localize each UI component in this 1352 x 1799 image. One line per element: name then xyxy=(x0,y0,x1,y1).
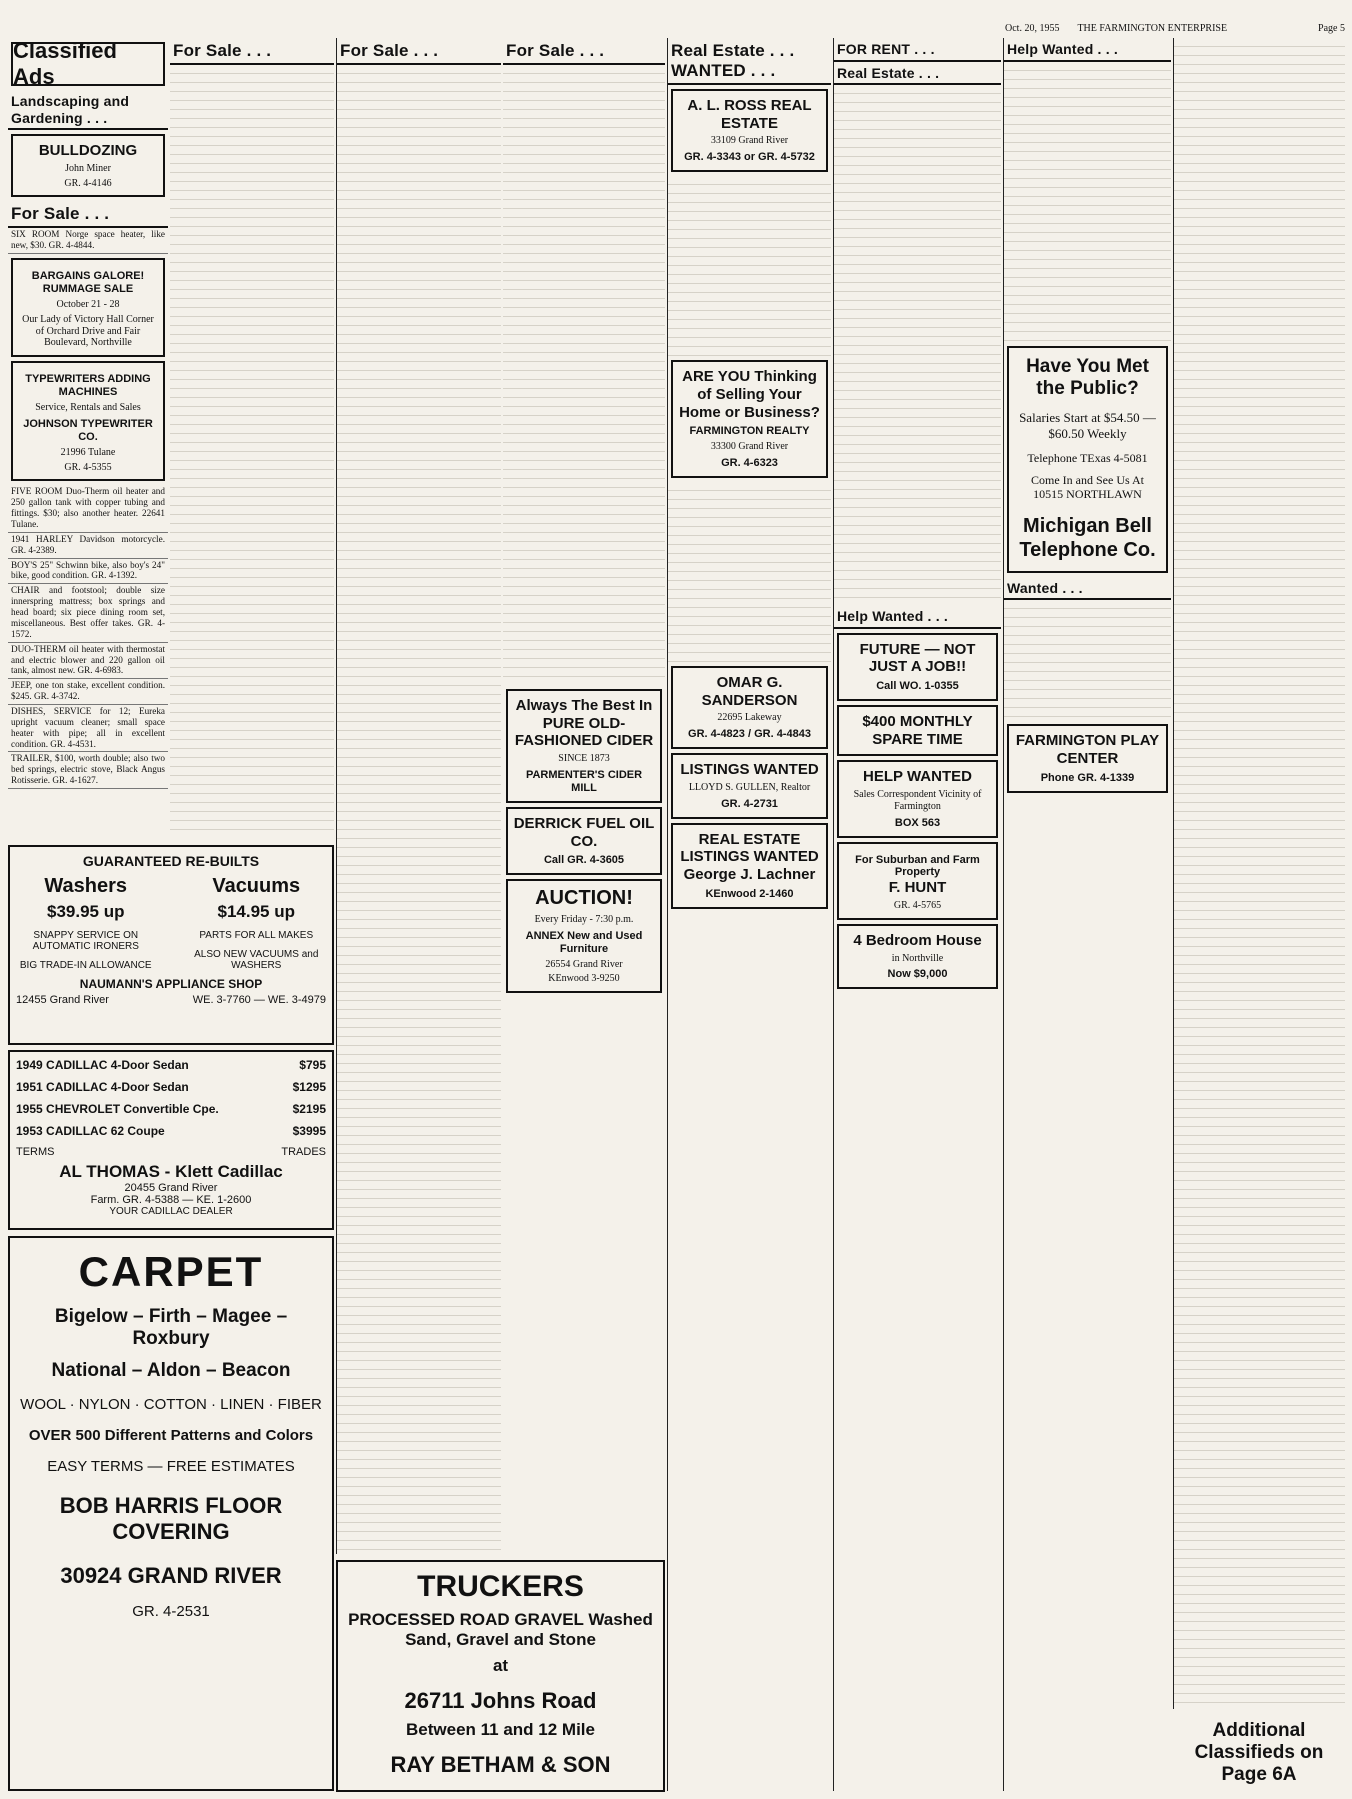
classified-text-block xyxy=(834,85,1001,605)
derrick-ad: DERRICK FUEL OIL CO. Call GR. 4-3605 xyxy=(506,807,662,875)
typewriter-ad: TYPEWRITERS ADDING MACHINES Service, Rentals and Sales JOHNSON TYPEWRITER CO. 21996 Tulane GR. 4-5355 xyxy=(11,361,165,481)
help-wanted-ad: HELP WANTED Sales Correspondent Vicinity of Farmington BOX 563 xyxy=(837,760,998,837)
section-for-sale-3: For Sale . . . xyxy=(337,38,501,65)
list-item: DISHES, SERVICE for 12; Eureka upright vacuum cleaner; small space heater with pipe; all in excellent condition. GR. 4-4531. xyxy=(8,705,168,752)
list-item: TRAILER, $100, worth double; also two bed springs, electric stove, Black Angus Rotisserie. GR. 4-1627. xyxy=(8,752,168,789)
section-wanted: Wanted . . . xyxy=(1004,577,1171,601)
bell-telephone-ad: Have You Met the Public? Salaries Start at $54.50 — $60.50 Weekly Telephone TExas 4-5081 Come In and See Us At 10515 NORTHLAWN Michigan Bell Telephone Co. xyxy=(1007,346,1168,573)
auction-ad: AUCTION! Every Friday - 7:30 p.m. ANNEX New and Used Furniture 26554 Grand River KEnwood 3-9250 xyxy=(506,879,662,993)
hunt-ad: For Suburban and Farm Property F. HUNT GR. 4-5765 xyxy=(837,842,998,920)
classified-text-block xyxy=(1004,62,1171,342)
column-7 xyxy=(1003,38,1171,1791)
section-help-wanted-2: Help Wanted . . . xyxy=(1004,38,1171,62)
list-item: DUO-THERM oil heater with thermostat and electric blower and 220 gallon oil tank, almost new. GR. 4-6983. xyxy=(8,643,168,680)
cadillac-ad: 1949 CADILLAC 4-Door Sedan $795 1951 CADILLAC 4-Door Sedan $1295 1955 CHEVROLET Convertible Cpe. $2195 1953 CADILLAC 62 Coupe $3995 TERMS TRADES AL THOMAS - Klett Cadillac 20455 Grand River Farm. GR. 4-5388 — KE. 1-2600 YOUR CADILLAC DEALER xyxy=(8,1050,334,1230)
play-center-ad: FARMINGTON PLAY CENTER Phone GR. 4-1339 xyxy=(1007,724,1168,792)
page-header xyxy=(1005,18,1345,38)
section-landscaping: Landscaping and Gardening . . . xyxy=(8,90,168,130)
naumann-appliance-ad: GUARANTEED RE-BUILTS Washers $39.95 up SNAPPY SERVICE ON AUTOMATIC IRONERS BIG TRADE-IN ALLOWANCE Vacuums $14.95 up PARTS FOR ALL MAKES ALSO NEW VACUUMS and WASHERS NAUMANN'S APPLIANCE SHOP 12455 Grand River WE. 3-7760 — WE. 3-4979 xyxy=(8,845,334,1045)
sanderson-ad: OMAR G. SANDERSON 22695 Lakeway GR. 4-4823 / GR. 4-4843 xyxy=(671,666,828,749)
spare-time-ad: $400 MONTHLY SPARE TIME xyxy=(837,705,998,756)
header-page: Page 5 xyxy=(1318,22,1345,34)
ross-ad: A. L. ROSS REAL ESTATE 33109 Grand River GR. 4-3343 or GR. 4-5732 xyxy=(671,89,828,172)
farmington-realty-ad: ARE YOU Thinking of Selling Your Home or Business? FARMINGTON REALTY 33300 Grand River GR. 4-6323 xyxy=(671,360,828,478)
header-paper: THE FARMINGTON ENTERPRISE xyxy=(1077,22,1228,34)
classified-text-block xyxy=(503,65,665,685)
classified-text-block xyxy=(170,65,334,831)
carpet-ad: CARPET Bigelow – Firth – Magee – Roxbury National – Aldon – Beacon WOOL · NYLON · COTTON · LINEN · FIBER OVER 500 Different Patterns and Colors EASY TERMS — FREE ESTIMATES BOB HARRIS FLOOR COVERING 30924 GRAND RIVER GR. 4-2531 xyxy=(8,1236,334,1791)
classified-text-block xyxy=(337,65,501,1554)
section-real-estate-wanted: Real Estate . . . WANTED . . . xyxy=(668,38,831,85)
column-3 xyxy=(336,38,501,1554)
column-2 xyxy=(170,38,334,831)
additional-classifieds-note: Additional Classifieds on Page 6A xyxy=(1194,1720,1324,1785)
section-for-sale-2: For Sale . . . xyxy=(170,38,334,65)
list-item: FIVE ROOM Duo-Therm oil heater and 250 gallon tank with copper tubing and fittings. $30; also another heater. 22641 Tulane. xyxy=(8,485,168,532)
section-real-estate: Real Estate . . . xyxy=(834,62,1001,86)
lachner-ad: REAL ESTATE LISTINGS WANTED George J. Lachner KEnwood 2-1460 xyxy=(671,823,828,909)
classified-text-block xyxy=(668,482,831,662)
gullen-ad: LISTINGS WANTED LLOYD S. GULLEN, Realtor GR. 4-2731 xyxy=(671,753,828,818)
masthead: Classified Ads xyxy=(11,42,165,86)
list-item: 1941 HARLEY Davidson motorcycle. GR. 4-2389. xyxy=(8,533,168,559)
four-bedroom-ad: 4 Bedroom House in Northville Now $9,000 xyxy=(837,924,998,989)
cider-ad: Always The Best In PURE OLD-FASHIONED CIDER SINCE 1873 PARMENTER'S CIDER MILL xyxy=(506,689,662,803)
list-item: SIX ROOM Norge space heater, like new, $30. GR. 4-4844. xyxy=(8,228,168,254)
section-help-wanted: Help Wanted . . . xyxy=(834,605,1001,629)
section-for-rent: FOR RENT . . . xyxy=(834,38,1001,62)
list-item: CHAIR and footstool; double size innerspring mattress; box springs and head board; six piece dining room set, miscellaneous. Best offer takes. GR. 4-1572. xyxy=(8,584,168,642)
list-item: BOY'S 25" Schwinn bike, also boy's 24" bike, good condition. GR. 4-1392. xyxy=(8,559,168,585)
column-4 xyxy=(503,38,665,1554)
header-date: Oct. 20, 1955 xyxy=(1005,22,1060,34)
future-ad: FUTURE — NOT JUST A JOB!! Call WO. 1-0355 xyxy=(837,633,998,701)
classified-text-block xyxy=(1004,600,1171,720)
section-for-sale-4: For Sale . . . xyxy=(503,38,665,65)
classified-text-block xyxy=(1174,38,1345,1709)
rummage-ad: BARGAINS GALORE! RUMMAGE SALE October 21 - 28 Our Lady of Victory Hall Corner of Orchard Drive and Fair Boulevard, Northville xyxy=(11,258,165,357)
classified-text-block xyxy=(668,176,831,356)
list-item: JEEP, one ton stake, excellent condition. $245. GR. 4-3742. xyxy=(8,679,168,705)
column-6 xyxy=(833,38,1001,1791)
bulldozing-ad: BULLDOZING John Miner GR. 4-4146 xyxy=(11,134,165,197)
truckers-ad: TRUCKERS PROCESSED ROAD GRAVEL Washed Sand, Gravel and Stone at 26711 Johns Road Between 11 and 12 Mile RAY BETHAM & SON xyxy=(336,1560,665,1792)
column-8 xyxy=(1173,38,1345,1709)
column-5 xyxy=(667,38,831,1791)
section-for-sale: For Sale . . . xyxy=(8,201,168,228)
